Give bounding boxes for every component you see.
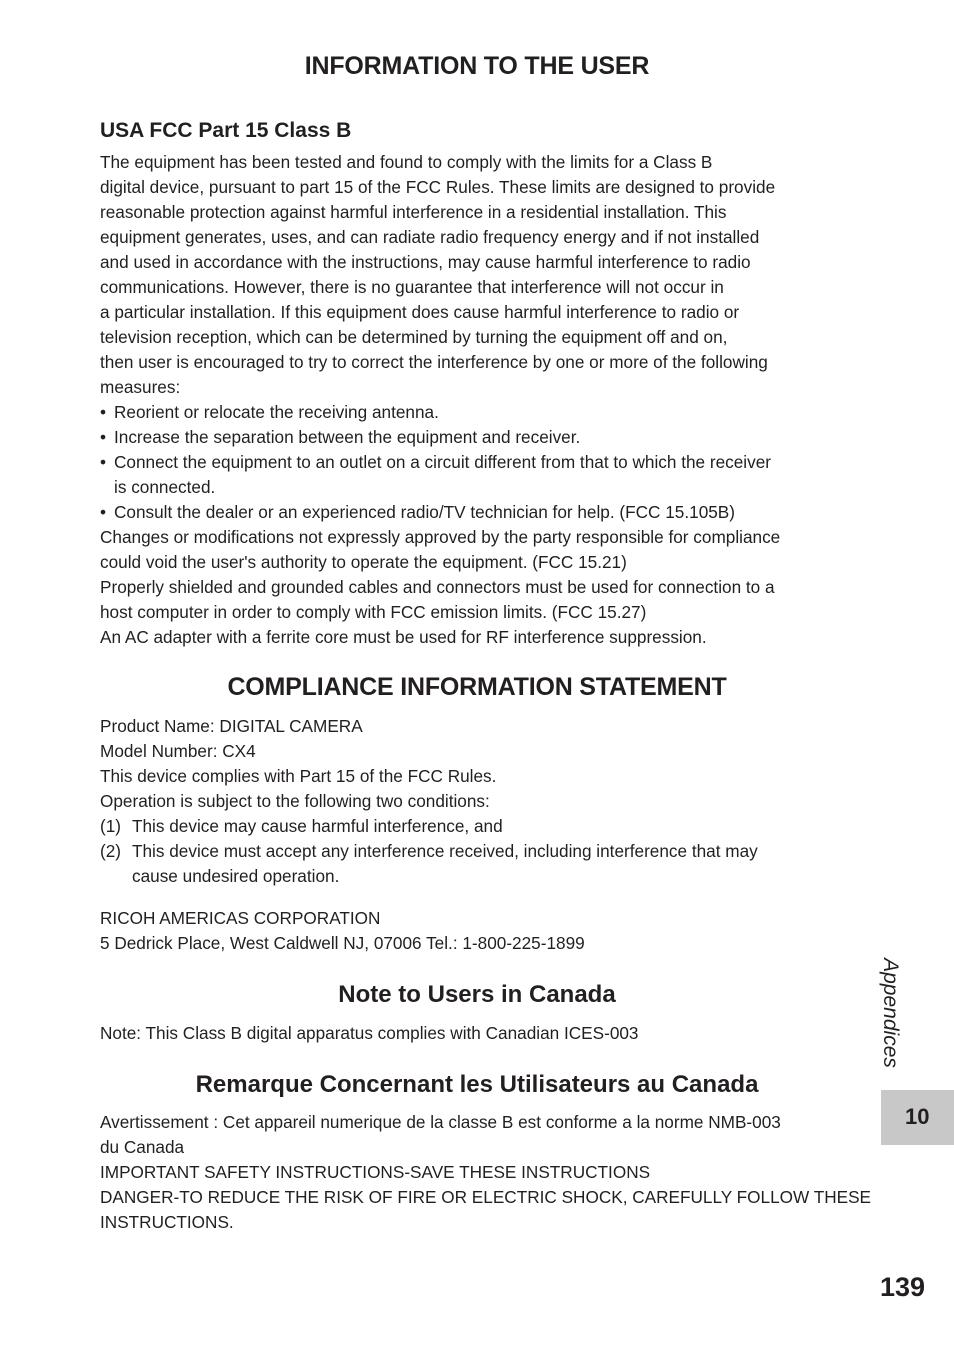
- fcc-subtitle: USA FCC Part 15 Class B: [100, 119, 352, 142]
- condition-number: (1): [100, 816, 122, 836]
- bullet-item-continuation: is connected.: [114, 477, 216, 497]
- remarque-title: Remarque Concernant les Utilisateurs au Canada: [195, 1071, 759, 1098]
- bullet-item: Reorient or relocate the receiving antenna.: [114, 402, 439, 422]
- fcc-note-line: Properly shielded and grounded cables and connectors must be used for connection to a: [100, 577, 775, 597]
- condition-text: This device may cause harmful interference, and: [132, 816, 503, 836]
- company-name: RICOH AMERICAS CORPORATION: [100, 908, 381, 928]
- chapter-tab: [881, 1090, 954, 1145]
- fcc-paragraph-line: and used in accordance with the instructions, may cause harmful interference to radio: [100, 252, 751, 272]
- page-number: 139: [880, 1272, 926, 1302]
- fcc-note-line: host computer in order to comply with FCC emission limits. (FCC 15.27): [100, 602, 647, 622]
- remarque-line: Avertissement : Cet appareil numerique de la classe B est conforme a la norme NMB-003: [100, 1112, 781, 1132]
- condition-text-continuation: cause undesired operation.: [132, 866, 340, 886]
- remarque-line: INSTRUCTIONS.: [100, 1212, 234, 1232]
- fcc-note-line: could void the user's authority to operate the equipment. (FCC 15.21): [100, 552, 627, 572]
- compliance-line: This device complies with Part 15 of the FCC Rules.: [100, 766, 497, 786]
- bullet-item: Consult the dealer or an experienced radio/TV technician for help. (FCC 15.105B): [114, 502, 735, 522]
- section-tab-label: [868, 952, 912, 1074]
- canada-title: Note to Users in Canada: [338, 981, 616, 1008]
- compliance-line: Product Name: DIGITAL CAMERA: [100, 716, 363, 736]
- compliance-line: Operation is subject to the following two conditions:: [100, 791, 490, 811]
- fcc-paragraph-line: television reception, which can be determined by turning the equipment off and on,: [100, 327, 728, 347]
- remarque-line: IMPORTANT SAFETY INSTRUCTIONS-SAVE THESE INSTRUCTIONS: [100, 1162, 651, 1182]
- bullet-marker: •: [100, 427, 107, 447]
- remarque-line: du Canada: [100, 1137, 185, 1157]
- bullet-item: Increase the separation between the equipment and receiver.: [114, 427, 581, 447]
- fcc-note-line: Changes or modifications not expressly approved by the party responsible for compliance: [100, 527, 781, 547]
- remarque-line: DANGER-TO REDUCE THE RISK OF FIRE OR ELECTRIC SHOCK, CAREFULLY FOLLOW THESE: [100, 1187, 872, 1207]
- bullet-marker: •: [100, 452, 107, 472]
- fcc-paragraph-line: measures:: [100, 377, 181, 397]
- fcc-paragraph-line: then user is encouraged to try to correct the interference by one or more of the following: [100, 352, 768, 372]
- fcc-paragraph-line: The equipment has been tested and found to comply with the limits for a Class B: [100, 152, 713, 172]
- fcc-paragraph-line: communications. However, there is no guarantee that interference will not occur in: [100, 277, 724, 297]
- bullet-item: Connect the equipment to an outlet on a circuit different from that to which the receiver: [114, 452, 771, 472]
- fcc-note-line: An AC adapter with a ferrite core must be used for RF interference suppression.: [100, 627, 707, 647]
- compliance-line: Model Number: CX4: [100, 741, 256, 761]
- condition-number: (2): [100, 841, 122, 861]
- condition-text: This device must accept any interference received, including interference that may: [132, 841, 758, 861]
- fcc-paragraph-line: equipment generates, uses, and can radiate radio frequency energy and if not installed: [100, 227, 760, 247]
- canada-text: Note: This Class B digital apparatus complies with Canadian ICES-003: [100, 1023, 639, 1043]
- section-tab-text: Appendices: [879, 958, 902, 1068]
- bullet-marker: •: [100, 502, 107, 522]
- page-title: INFORMATION TO THE USER: [304, 52, 650, 80]
- fcc-paragraph-line: a particular installation. If this equipment does cause harmful interference to radio or: [100, 302, 740, 322]
- fcc-paragraph-line: digital device, pursuant to part 15 of the FCC Rules. These limits are designed to provide: [100, 177, 776, 197]
- compliance-title: COMPLIANCE INFORMATION STATEMENT: [227, 673, 727, 701]
- company-address: 5 Dedrick Place, West Caldwell NJ, 07006 Tel.: 1-800-225-1899: [100, 933, 585, 953]
- bullet-marker: •: [100, 402, 107, 422]
- fcc-paragraph-line: reasonable protection against harmful interference in a residential installation. This: [100, 202, 727, 222]
- chapter-number: 10: [905, 1104, 930, 1129]
